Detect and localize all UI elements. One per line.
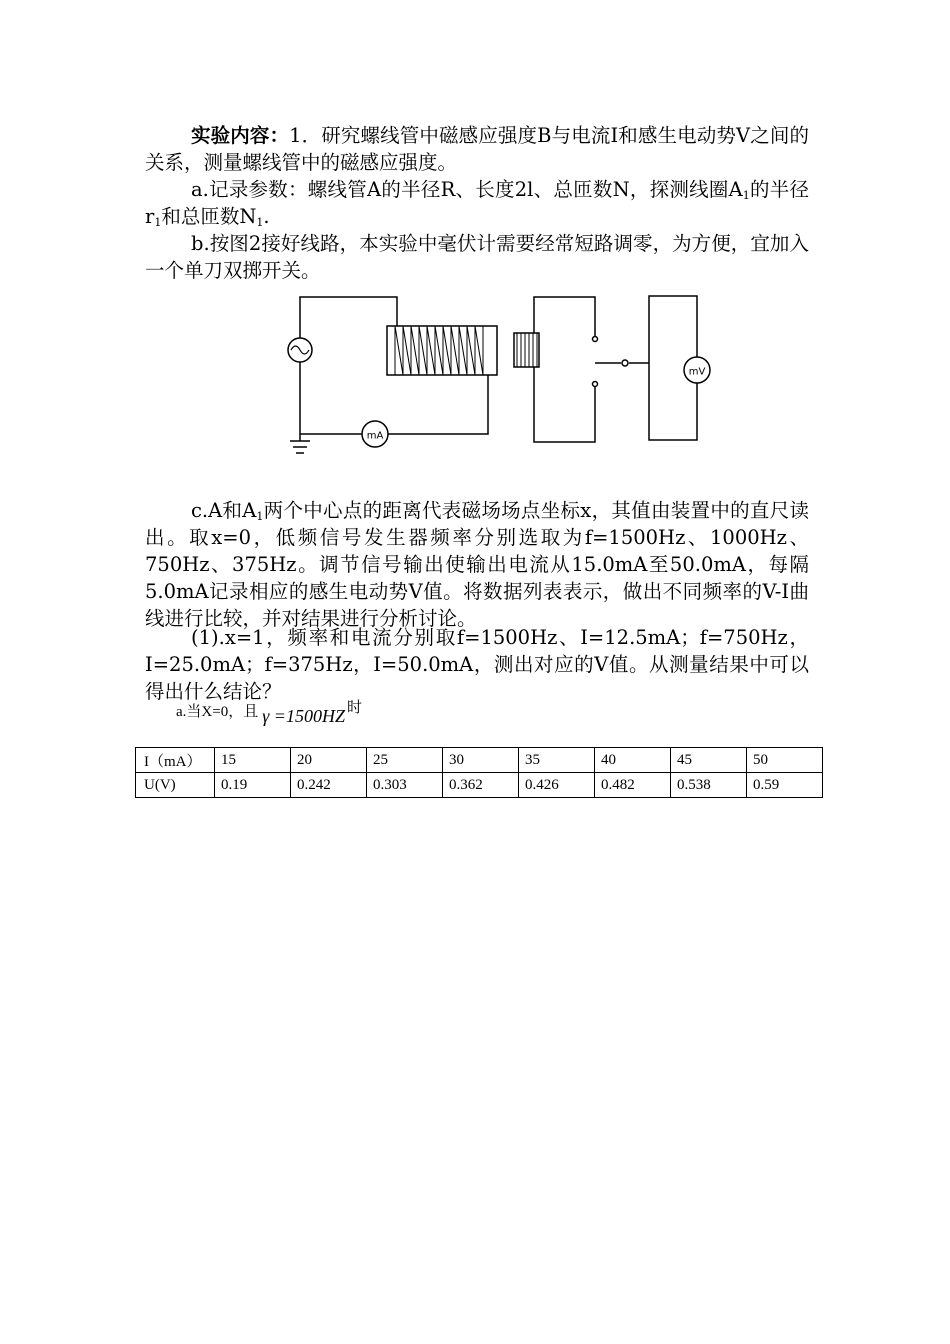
table-cell: 0.482 xyxy=(595,773,671,798)
step-a-paragraph: a.记录参数：螺线管A的半径R、长度2l、总匝数N，探测线圈$A_1$的半径$r_1$和总匝数$N_1$. xyxy=(145,178,809,229)
table-cell: 50 xyxy=(747,748,823,773)
table-cell: I（mA） xyxy=(136,748,215,773)
table-cell: 0.19 xyxy=(215,773,291,798)
condition-suffix: 时 xyxy=(346,700,362,716)
table-cell: 0.362 xyxy=(443,773,519,798)
switch-contact-bottom xyxy=(593,382,598,387)
data-table xyxy=(135,747,823,798)
step-1-paragraph: (1).x=1，频率和电流分别取f=1500Hz、I=12.5mA；f=750Hz，I=25.0mA；f=375Hz，I=50.0mA，测出对应的V值。从测量结果中可以得出什么结论？ xyxy=(145,626,809,703)
table-cell: 30 xyxy=(443,748,519,773)
ammeter-label: mA xyxy=(366,430,384,442)
switch-pivot xyxy=(622,360,628,366)
table-cell: 20 xyxy=(291,748,367,773)
table-cell: 40 xyxy=(595,748,671,773)
condition-math: γ =1500HZ xyxy=(262,706,345,726)
table-cell: 0.242 xyxy=(291,773,367,798)
table-cell: U(V) xyxy=(136,773,215,798)
switch-contact-top xyxy=(593,337,598,342)
item-1-text: 1．研究螺线管中磁感应强度B与电流I和感生电动势V之间的关系，测量螺线管中的磁感应强度。 xyxy=(145,124,809,174)
experiment-content-paragraph xyxy=(145,122,809,176)
condition-prefix: a.当X=0，且 xyxy=(176,704,259,720)
table-row xyxy=(136,773,823,798)
voltmeter-label: mV xyxy=(688,366,706,378)
step-c-paragraph: c.A和$A_1$两个中心点的距离代表磁场场点坐标x，其值由装置中的直尺读出。取x=0，低频信号发生器频率分别选取为f=1500Hz、1000Hz、750Hz、375Hz。调节信号输出使输出电流从15.0mA至50.0mA，每隔5.0mA记录相应的感生电动势V值。将数据列表表示，做出不同频率的V-I曲线进行比较，并对结果进行分析讨论。 xyxy=(145,499,809,630)
step-b-paragraph: b.按图2接好线路，本实验中毫伏计需要经常短路调零，为方便，宜加入一个单刀双掷开关。 xyxy=(145,232,809,282)
table-cell: 25 xyxy=(367,748,443,773)
condition-line xyxy=(176,700,362,726)
table-cell: 35 xyxy=(519,748,595,773)
probe-coil-a1 xyxy=(514,333,539,367)
table-cell: 45 xyxy=(671,748,747,773)
section-label: 实验内容： xyxy=(191,124,290,147)
table-row xyxy=(136,748,823,773)
table-cell: 15 xyxy=(215,748,291,773)
table-cell: 0.538 xyxy=(671,773,747,798)
table-cell: 0.426 xyxy=(519,773,595,798)
table-cell: 0.303 xyxy=(367,773,443,798)
circuit-diagram xyxy=(278,288,730,466)
table-cell: 0.59 xyxy=(747,773,823,798)
